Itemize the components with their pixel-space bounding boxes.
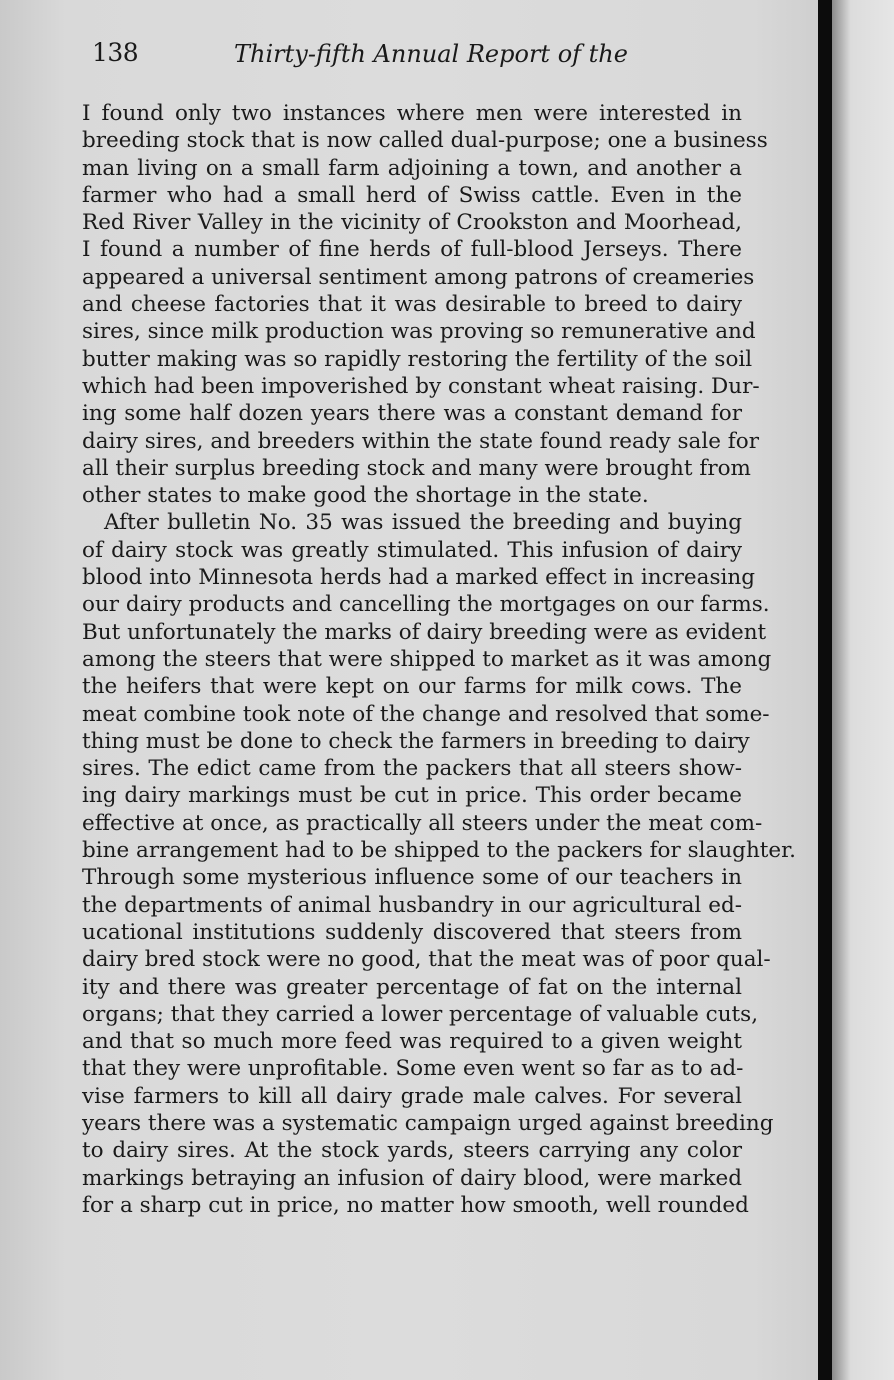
text-line: meat combine took note of the change and resolved that some- (82, 701, 770, 727)
text-line: Red River Valley in the vicinity of Crookston and Moorhead, (82, 210, 742, 236)
text-line: sires, since milk production was proving so remunerative and (82, 319, 756, 345)
text-line: butter making was so rapidly restoring the fertility of the soil (82, 346, 753, 372)
text-line: other states to make good the shortage in the state. (82, 483, 649, 509)
text-line: the departments of animal husbandry in our agricultural ed- (82, 892, 742, 918)
running-head: Thirty-fifth Annual Report of the (234, 40, 628, 68)
text-line: for a sharp cut in price, no matter how smooth, well rounded (82, 1192, 749, 1218)
book-binding-shadow (818, 0, 832, 1380)
page-number: 138 (92, 38, 139, 67)
text-line: sires. The edict came from the packers that all steers show- (82, 756, 742, 782)
text-line: I found a number of fine herds of full-blood Jerseys. There (82, 237, 742, 263)
text-line: farmer who had a small herd of Swiss cattle. Even in the (82, 182, 742, 208)
text-line: all their surplus breeding stock and many were brought from (82, 455, 751, 481)
text-line: dairy sires, and breeders within the state found ready sale for (82, 428, 759, 454)
text-line: the heifers that were kept on our farms for milk cows. The (82, 674, 742, 700)
text-line: of dairy stock was greatly stimulated. This infusion of dairy (82, 537, 742, 563)
text-line: effective at once, as practically all steers under the meat com- (82, 810, 763, 836)
text-line: breeding stock that is now called dual-purpose; one a business (82, 128, 768, 154)
text-line: bine arrangement had to be shipped to the packers for slaughter. (82, 838, 796, 864)
text-line: But unfortunately the marks of dairy breeding were as evident (82, 619, 767, 645)
text-line: Through some mysterious influence some of our teachers in (82, 865, 742, 891)
page-header (92, 38, 732, 78)
text-line: I found only two instances where men were interested in (82, 101, 742, 126)
text-line: that they were unprofitable. Some even went so far as to ad- (82, 1056, 744, 1082)
text-line: thing must be done to check the farmers in breeding to dairy (82, 728, 750, 754)
text-line: ucational institutions suddenly discovered that steers from (82, 919, 742, 945)
text-line: ing some half dozen years there was a constant demand for (82, 401, 742, 427)
text-line: After bulletin No. 35 was issued the breeding and buying (104, 510, 742, 536)
text-line: and cheese factories that it was desirable to breed to dairy (82, 292, 742, 318)
text-line: to dairy sires. At the stock yards, steers carrying any color (82, 1138, 742, 1164)
text-line: vise farmers to kill all dairy grade male calves. For several (82, 1083, 742, 1109)
text-line: organs; that they carried a lower percentage of valuable cuts, (82, 1001, 759, 1027)
text-line: among the steers that were shipped to market as it was among (82, 646, 772, 672)
text-line: dairy bred stock were no good, that the meat was of poor qual- (82, 947, 771, 973)
text-line: our dairy products and cancelling the mortgages on our farms. (82, 592, 770, 618)
body-text (82, 100, 796, 1219)
text-line: ing dairy markings must be cut in price. This order became (82, 783, 742, 809)
text-line: ity and there was greater percentage of fat on the internal (82, 974, 742, 1000)
text-line: and that so much more feed was required to a given weight (82, 1029, 742, 1055)
text-line: appeared a universal sentiment among patrons of creameries (82, 264, 755, 290)
text-line: blood into Minnesota herds had a marked effect in increasing (82, 565, 755, 591)
text-line: which had been impoverished by constant wheat raising. Dur- (82, 373, 760, 399)
text-line: markings betraying an infusion of dairy blood, were marked (82, 1165, 742, 1191)
adjacent-page-edge (832, 0, 894, 1380)
text-line: years there was a systematic campaign urged against breeding (82, 1110, 774, 1136)
text-line: man living on a small farm adjoining a town, and another a (82, 155, 742, 181)
